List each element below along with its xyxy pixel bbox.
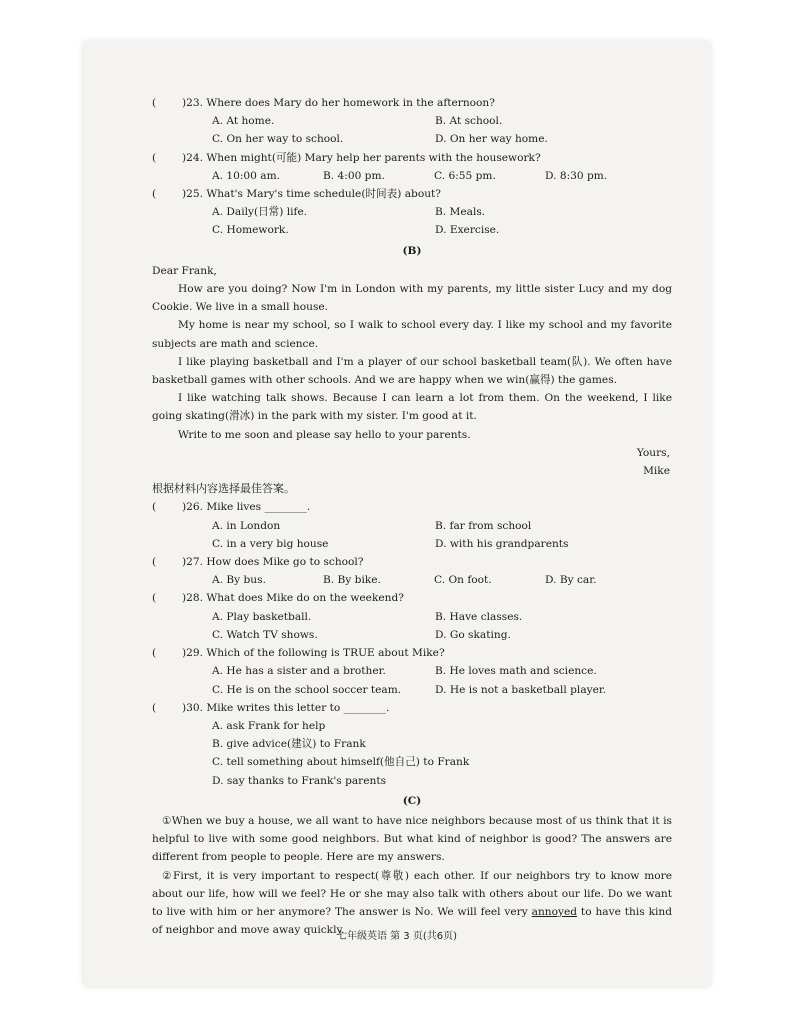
option-d: D. 8:30 pm. (545, 169, 608, 182)
option-d: D. By car. (545, 574, 597, 587)
option-c: C. tell something about himself(他自己) to Frank (212, 756, 470, 769)
paragraph-text: to have this kind of neighbor and move away quickly. (152, 905, 672, 937)
options-row (152, 681, 672, 699)
option-a: A. He has a sister and a brother. (212, 665, 386, 678)
option-b-row (152, 735, 672, 753)
option-d: D. Go skating. (435, 628, 511, 641)
instruction-text: 根据材料内容选择最佳答案。 (152, 482, 295, 496)
options-row (152, 662, 672, 680)
option-b: B. give advice(建议) to Frank (212, 738, 366, 751)
option-c: C. On foot. (434, 574, 492, 587)
option-d-row (152, 772, 672, 790)
options-row (152, 626, 672, 644)
question-28 (152, 589, 672, 607)
option-c: C. Homework. (212, 224, 289, 237)
question-25 (152, 185, 672, 203)
answer-bracket: ( (152, 97, 157, 109)
question-stem: )29. Which of the following is TRUE about Mike? (182, 647, 445, 660)
option-b: B. Have classes. (435, 610, 523, 623)
letter-closing: Yours, (636, 446, 670, 459)
letter-signature: Mike (643, 465, 670, 478)
answer-bracket: ( (152, 592, 157, 605)
question-stem: )24. When might(可能) Mary help her parents with the housework? (182, 151, 541, 164)
section-heading-c: (C) (402, 794, 422, 807)
page-content (152, 94, 672, 939)
question-stem: )28. What does Mike do on the weekend? (182, 592, 404, 605)
option-b: B. far from school (435, 519, 532, 532)
option-b: B. 4:00 pm. (323, 169, 385, 182)
question-26 (152, 498, 672, 516)
question-stem: )23. Where does Mary do her homework in the afternoon? (182, 97, 495, 109)
question-30 (152, 699, 672, 717)
letter-paragraph: How are you doing? Now I'm in London with my parents, my little sister Lucy and my dog Cookie. We live in a small house. (152, 283, 672, 314)
option-a: A. At home. (212, 115, 275, 128)
page-footer: 七年级英语 第 3 页(共6页) (336, 931, 458, 942)
option-c: C. Watch TV shows. (212, 628, 318, 641)
question-29 (152, 644, 672, 662)
option-a-row (152, 717, 672, 735)
options-row (152, 130, 672, 148)
passage-paragraph-1: ①When we buy a house, we all want to have nice neighbors because most of us think that it is helpful to live with some good neighbors. But what kind of neighbor is good? The answers are different from people to people. Here are my answers. (152, 814, 672, 864)
options-row (152, 608, 672, 626)
question-stem: )27. How does Mike go to school? (182, 556, 364, 569)
answer-bracket: ( (152, 188, 157, 201)
answer-bracket: ( (152, 501, 157, 514)
answer-bracket: ( (152, 556, 157, 569)
question-stem: )26. Mike lives ________. (182, 501, 311, 514)
option-d: D. with his grandparents (435, 537, 569, 550)
letter-paragraph: My home is near my school, so I walk to school every day. I like my school and my favorite subjects are math and science. (152, 319, 672, 350)
section-heading-b: (B) (402, 244, 422, 257)
options-row (152, 517, 672, 535)
option-b: B. Meals. (435, 206, 486, 219)
option-a: A. Play basketball. (212, 610, 312, 623)
option-a: A. ask Frank for help (212, 719, 326, 732)
options-row (152, 535, 672, 553)
letter-paragraph: Write to me soon and please say hello to your parents. (178, 428, 471, 441)
question-27 (152, 553, 672, 571)
answer-bracket: ( (152, 647, 157, 660)
question-stem: )30. Mike writes this letter to ________. (182, 701, 390, 714)
option-c: C. On her way to school. (212, 133, 344, 146)
answer-bracket: ( (152, 151, 157, 164)
options-row (152, 112, 672, 130)
option-c-row (152, 753, 672, 771)
option-a: A. 10:00 am. (212, 169, 281, 182)
question-23 (152, 94, 672, 112)
answer-bracket: ( (152, 701, 157, 714)
option-b: B. At school. (435, 115, 503, 128)
option-a: A. Daily(日常) life. (212, 206, 308, 219)
option-c: C. He is on the school soccer team. (212, 683, 402, 696)
option-a: A. By bus. (212, 574, 266, 587)
question-stem: )25. What's Mary's time schedule(时间表) about? (182, 188, 441, 201)
option-c: C. in a very big house (212, 537, 329, 550)
options-row (152, 221, 672, 239)
options-row (152, 203, 672, 221)
option-b: B. By bike. (323, 574, 381, 587)
option-d: D. On her way home. (435, 133, 548, 146)
options-row (152, 167, 672, 185)
option-d: D. Exercise. (435, 224, 500, 237)
option-d: D. He is not a basketball player. (435, 683, 607, 696)
question-24 (152, 149, 672, 167)
option-b: B. He loves math and science. (435, 665, 597, 678)
underlined-word: annoyed (531, 905, 578, 918)
option-d: D. say thanks to Frank's parents (212, 774, 387, 787)
options-row (152, 571, 672, 589)
paragraph-text: ②First, it is very important to respect(尊敬) each other. If our neighbors try to know more about our life, how will we feel? He or she may also talk with others about our life. Do we want to live with him or her anymore? The answer is No. We will feel very (152, 869, 672, 918)
letter-paragraph: I like playing basketball and I'm a player of our school basketball team(队). We often have basketball games with other schools. And we are happy when we win(赢得) the games. (152, 355, 672, 387)
option-a: A. in London (212, 519, 281, 532)
option-c: C. 6:55 pm. (434, 169, 496, 182)
letter-salutation: Dear Frank, (152, 264, 217, 277)
letter-paragraph: I like watching talk shows. Because I can learn a lot from them. On the weekend, I like going skating(滑冰) in the park with my sister. I'm good at it. (152, 392, 672, 423)
